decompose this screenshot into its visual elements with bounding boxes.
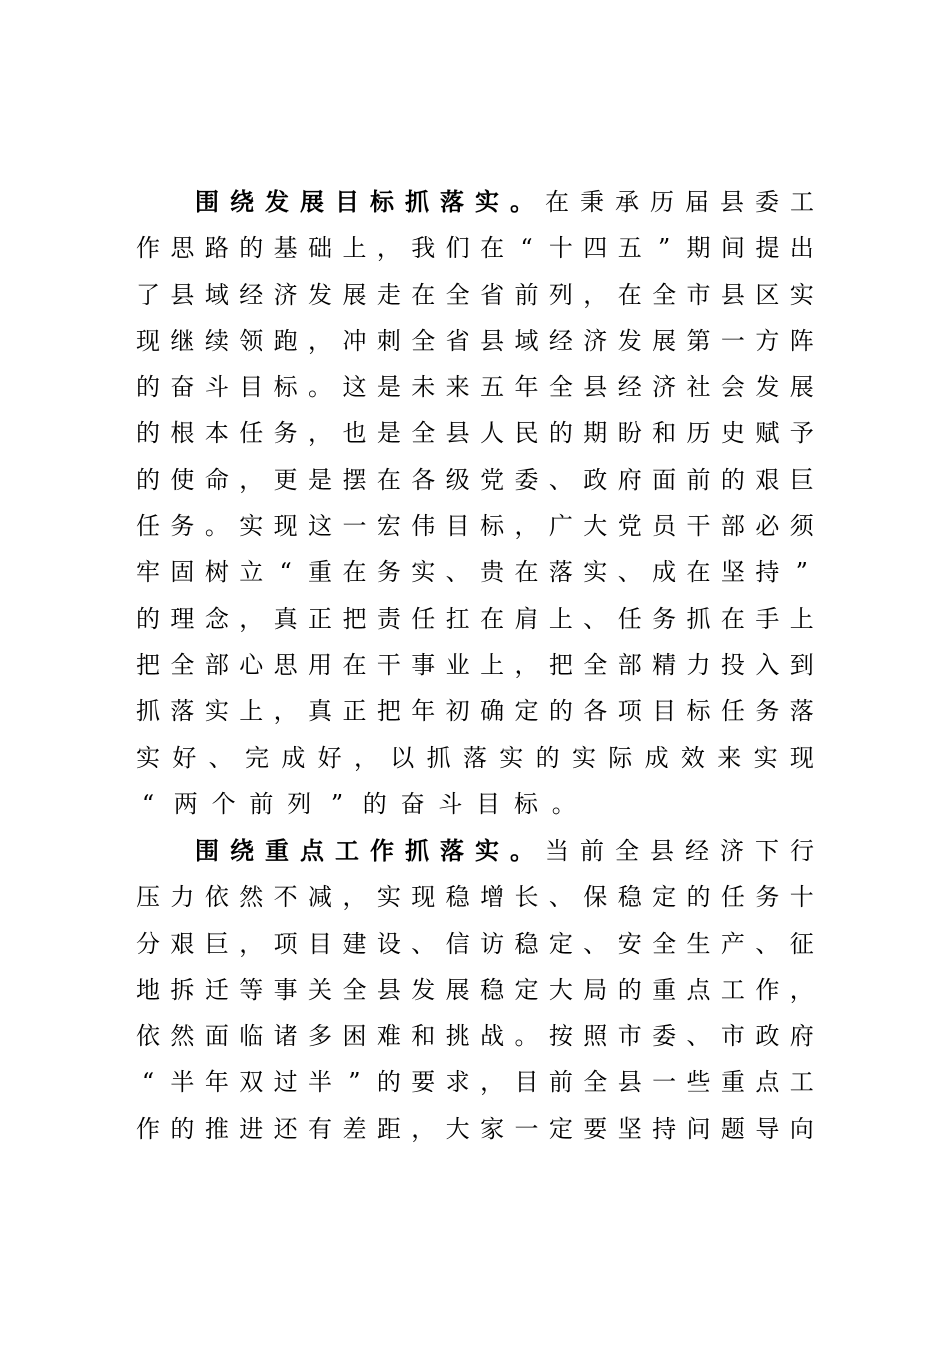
text-line: 抓 落 实 上 ， 真 正 把 年 初 确 定 的 各 项 目 标 任 务 落 <box>136 697 814 726</box>
paragraph-development-goals <box>136 179 814 827</box>
text-line: 把 全 部 心 思 用 在 干 事 业 上 ， 把 全 部 精 力 投 入 到 <box>136 650 814 679</box>
text-line: 分 艰 巨 ， 项 目 建 设 、 信 访 稳 定 、 安 全 生 产 、 征 <box>136 929 814 958</box>
text-line: 的 使 命 ， 更 是 摆 在 各 级 党 委 、 政 府 面 前 的 艰 巨 <box>136 465 814 494</box>
text-line: “ 两 个 前 列 ” 的 奋 斗 目 标 。 <box>141 789 576 818</box>
text-line: 的 奋 斗 目 标 。 这 是 未 来 五 年 全 县 经 济 社 会 发 展 <box>136 373 814 402</box>
text-line: 的 理 念 ， 真 正 把 责 任 扛 在 肩 上 、 任 务 抓 在 手 上 <box>136 604 814 633</box>
text-line: 现 继 续 领 跑 ， 冲 刺 全 省 县 域 经 济 发 展 第 一 方 阵 <box>136 326 814 355</box>
text-line: 实 好 、 完 成 好 ， 以 抓 落 实 的 实 际 成 效 来 实 现 <box>136 743 814 772</box>
text-line: 地 拆 迁 等 事 关 全 县 发 展 稳 定 大 局 的 重 点 工 作 ， <box>136 975 814 1004</box>
text-line: 作 思 路 的 基 础 上 ， 我 们 在 “ 十 四 五 ” 期 间 提 出 <box>136 234 814 263</box>
text-line: 任 务 。 实 现 这 一 宏 伟 目 标 ， 广 大 党 员 干 部 必 须 <box>136 512 814 541</box>
text-line: 依 然 面 临 诸 多 困 难 和 挑 战 。 按 照 市 委 、 市 政 府 <box>136 1022 814 1051</box>
text-line: 了 县 域 经 济 发 展 走 在 全 省 前 列 ， 在 全 市 县 区 实 <box>136 280 814 309</box>
text-line: 作 的 推 进 还 有 差 距 ， 大 家 一 定 要 坚 持 问 题 导 向 <box>136 1114 814 1143</box>
text-line: 压 力 依 然 不 减 ， 实 现 稳 增 长 、 保 稳 定 的 任 务 十 <box>136 883 814 912</box>
paragraph-key-work <box>136 828 814 1152</box>
text-line: “ 半 年 双 过 半 ” 的 要 求 ， 目 前 全 县 一 些 重 点 工 <box>141 1068 814 1097</box>
text-line: 的 根 本 任 务 ， 也 是 全 县 人 民 的 期 盼 和 历 史 赋 予 <box>136 419 814 448</box>
text-line: 牢 固 树 立 “ 重 在 务 实 、 贵 在 落 实 、 成 在 坚 持 ” <box>136 558 808 587</box>
text-line: 围 绕 重 点 工 作 抓 落 实 。 当 前 全 县 经 济 下 行 <box>195 836 814 865</box>
text-line: 围 绕 发 展 目 标 抓 落 实 。 在 秉 承 历 届 县 委 工 <box>195 187 814 216</box>
